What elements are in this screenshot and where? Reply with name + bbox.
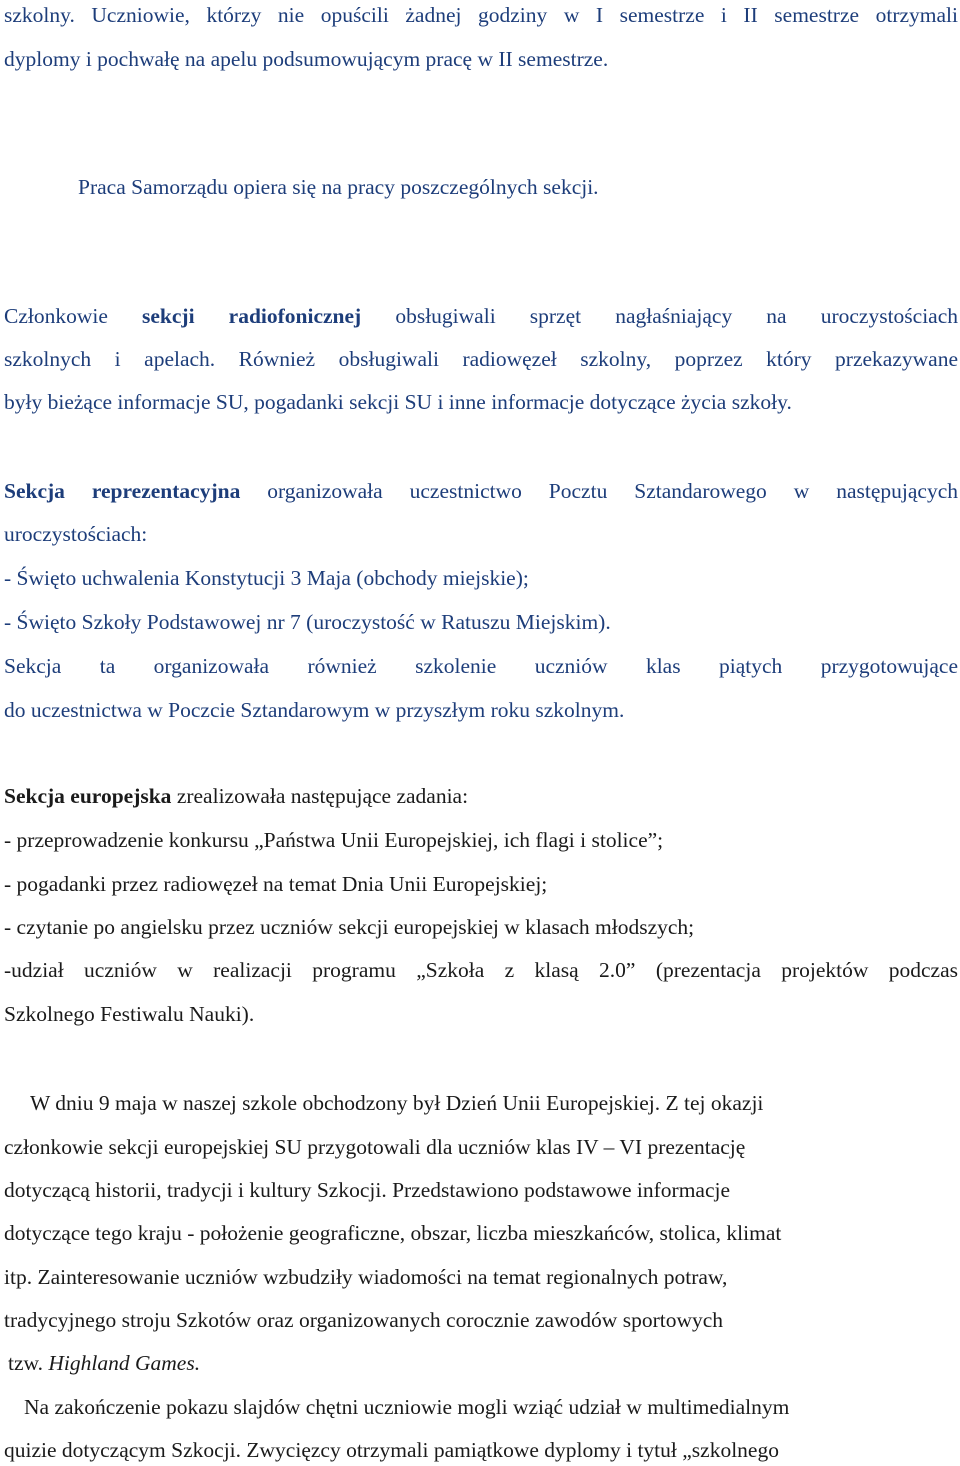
section-name: Sekcja reprezentacyjna <box>4 479 241 503</box>
text-line: W dniu 9 maja w naszej szkole obchodzony był Dzień Unii Europejskiej. Z tej okazji <box>30 1091 764 1115</box>
section-name: Sekcja europejska <box>4 784 172 808</box>
text-line <box>4 783 960 809</box>
text-line: do uczestnictwa w Poczcie Sztandarowym w przyszłym roku szkolnym. <box>4 698 625 722</box>
text-span: zrealizowała następujące zadania: <box>171 784 469 808</box>
italic-term: Highland Games. <box>48 1351 201 1375</box>
text-line: szkolny. Uczniowie, którzy nie opuścili żadnej godziny w I semestrze i II semestrze otrzymali <box>4 3 958 27</box>
text-line <box>4 303 958 329</box>
text-line: członkowie sekcji europejskiej SU przygotowali dla uczniów klas IV – VI prezentację <box>4 1135 746 1159</box>
text-line <box>4 478 958 504</box>
text-line: - Święto uchwalenia Konstytucji 3 Maja (obchody miejskie); <box>4 566 529 590</box>
text-line: Szkolnego Festiwalu Nauki). <box>4 1002 255 1026</box>
text-line <box>8 1350 960 1376</box>
text-line: Praca Samorządu opiera się na pracy poszczególnych sekcji. <box>78 175 599 199</box>
text-span: obsługiwali sprzęt nagłaśniający na uroczystościach <box>361 304 959 328</box>
section-name: sekcji radiofonicznej <box>142 304 362 328</box>
text-line: Sekcja ta organizowała również szkolenie uczniów klas piątych przygotowujące <box>4 654 958 678</box>
text-line: - czytanie po angielsku przez uczniów sekcji europejskiej w klasach młodszych; <box>4 915 695 939</box>
text-line: dotyczącą historii, tradycji i kultury Szkocji. Przedstawiono podstawowe informacje <box>4 1178 731 1202</box>
text-line: - przeprowadzenie konkursu „Państwa Unii Europejskiej, ich flagi i stolice”; <box>4 828 664 852</box>
text-line: Na zakończenie pokazu slajdów chętni uczniowie mogli wziąć udział w multimedialnym <box>24 1395 790 1419</box>
text-line: szkolnych i apelach. Również obsługiwali radiowęzeł szkolny, poprzez który przekazywane <box>4 347 958 371</box>
text-line: uroczystościach: <box>4 522 148 546</box>
text-line: -udział uczniów w realizacji programu „Szkoła z klasą 2.0” (prezentacja projektów podczas <box>4 958 958 982</box>
text-line: - Święto Szkoły Podstawowej nr 7 (uroczystość w Ratuszu Miejskim). <box>4 610 611 634</box>
text-line: tradycyjnego stroju Szkotów oraz organizowanych corocznie zawodów sportowych <box>4 1308 724 1332</box>
text-line: itp. Zainteresowanie uczniów wzbudziły wiadomości na temat regionalnych potraw, <box>4 1265 728 1289</box>
text-line: dotyczące tego kraju - położenie geograficzne, obszar, liczba mieszkańców, stolica, klimat <box>4 1221 782 1245</box>
text-span: organizowała uczestnictwo Pocztu Sztandarowego w następujących <box>240 479 959 503</box>
text-line: dyplomy i pochwałę na apelu podsumowującym pracę w II semestrze. <box>4 47 609 71</box>
text-span: tzw. <box>8 1351 49 1375</box>
text-span: Członkowie <box>4 304 143 328</box>
text-line: quizie dotyczącym Szkocji. Zwycięzcy otrzymali pamiątkowe dyplomy i tytuł „szkolnego <box>4 1438 779 1462</box>
text-line: - pogadanki przez radiowęzeł na temat Dnia Unii Europejskiej; <box>4 872 548 896</box>
text-line: były bieżące informacje SU, pogadanki sekcji SU i inne informacje dotyczące życia szkoły. <box>4 390 792 414</box>
